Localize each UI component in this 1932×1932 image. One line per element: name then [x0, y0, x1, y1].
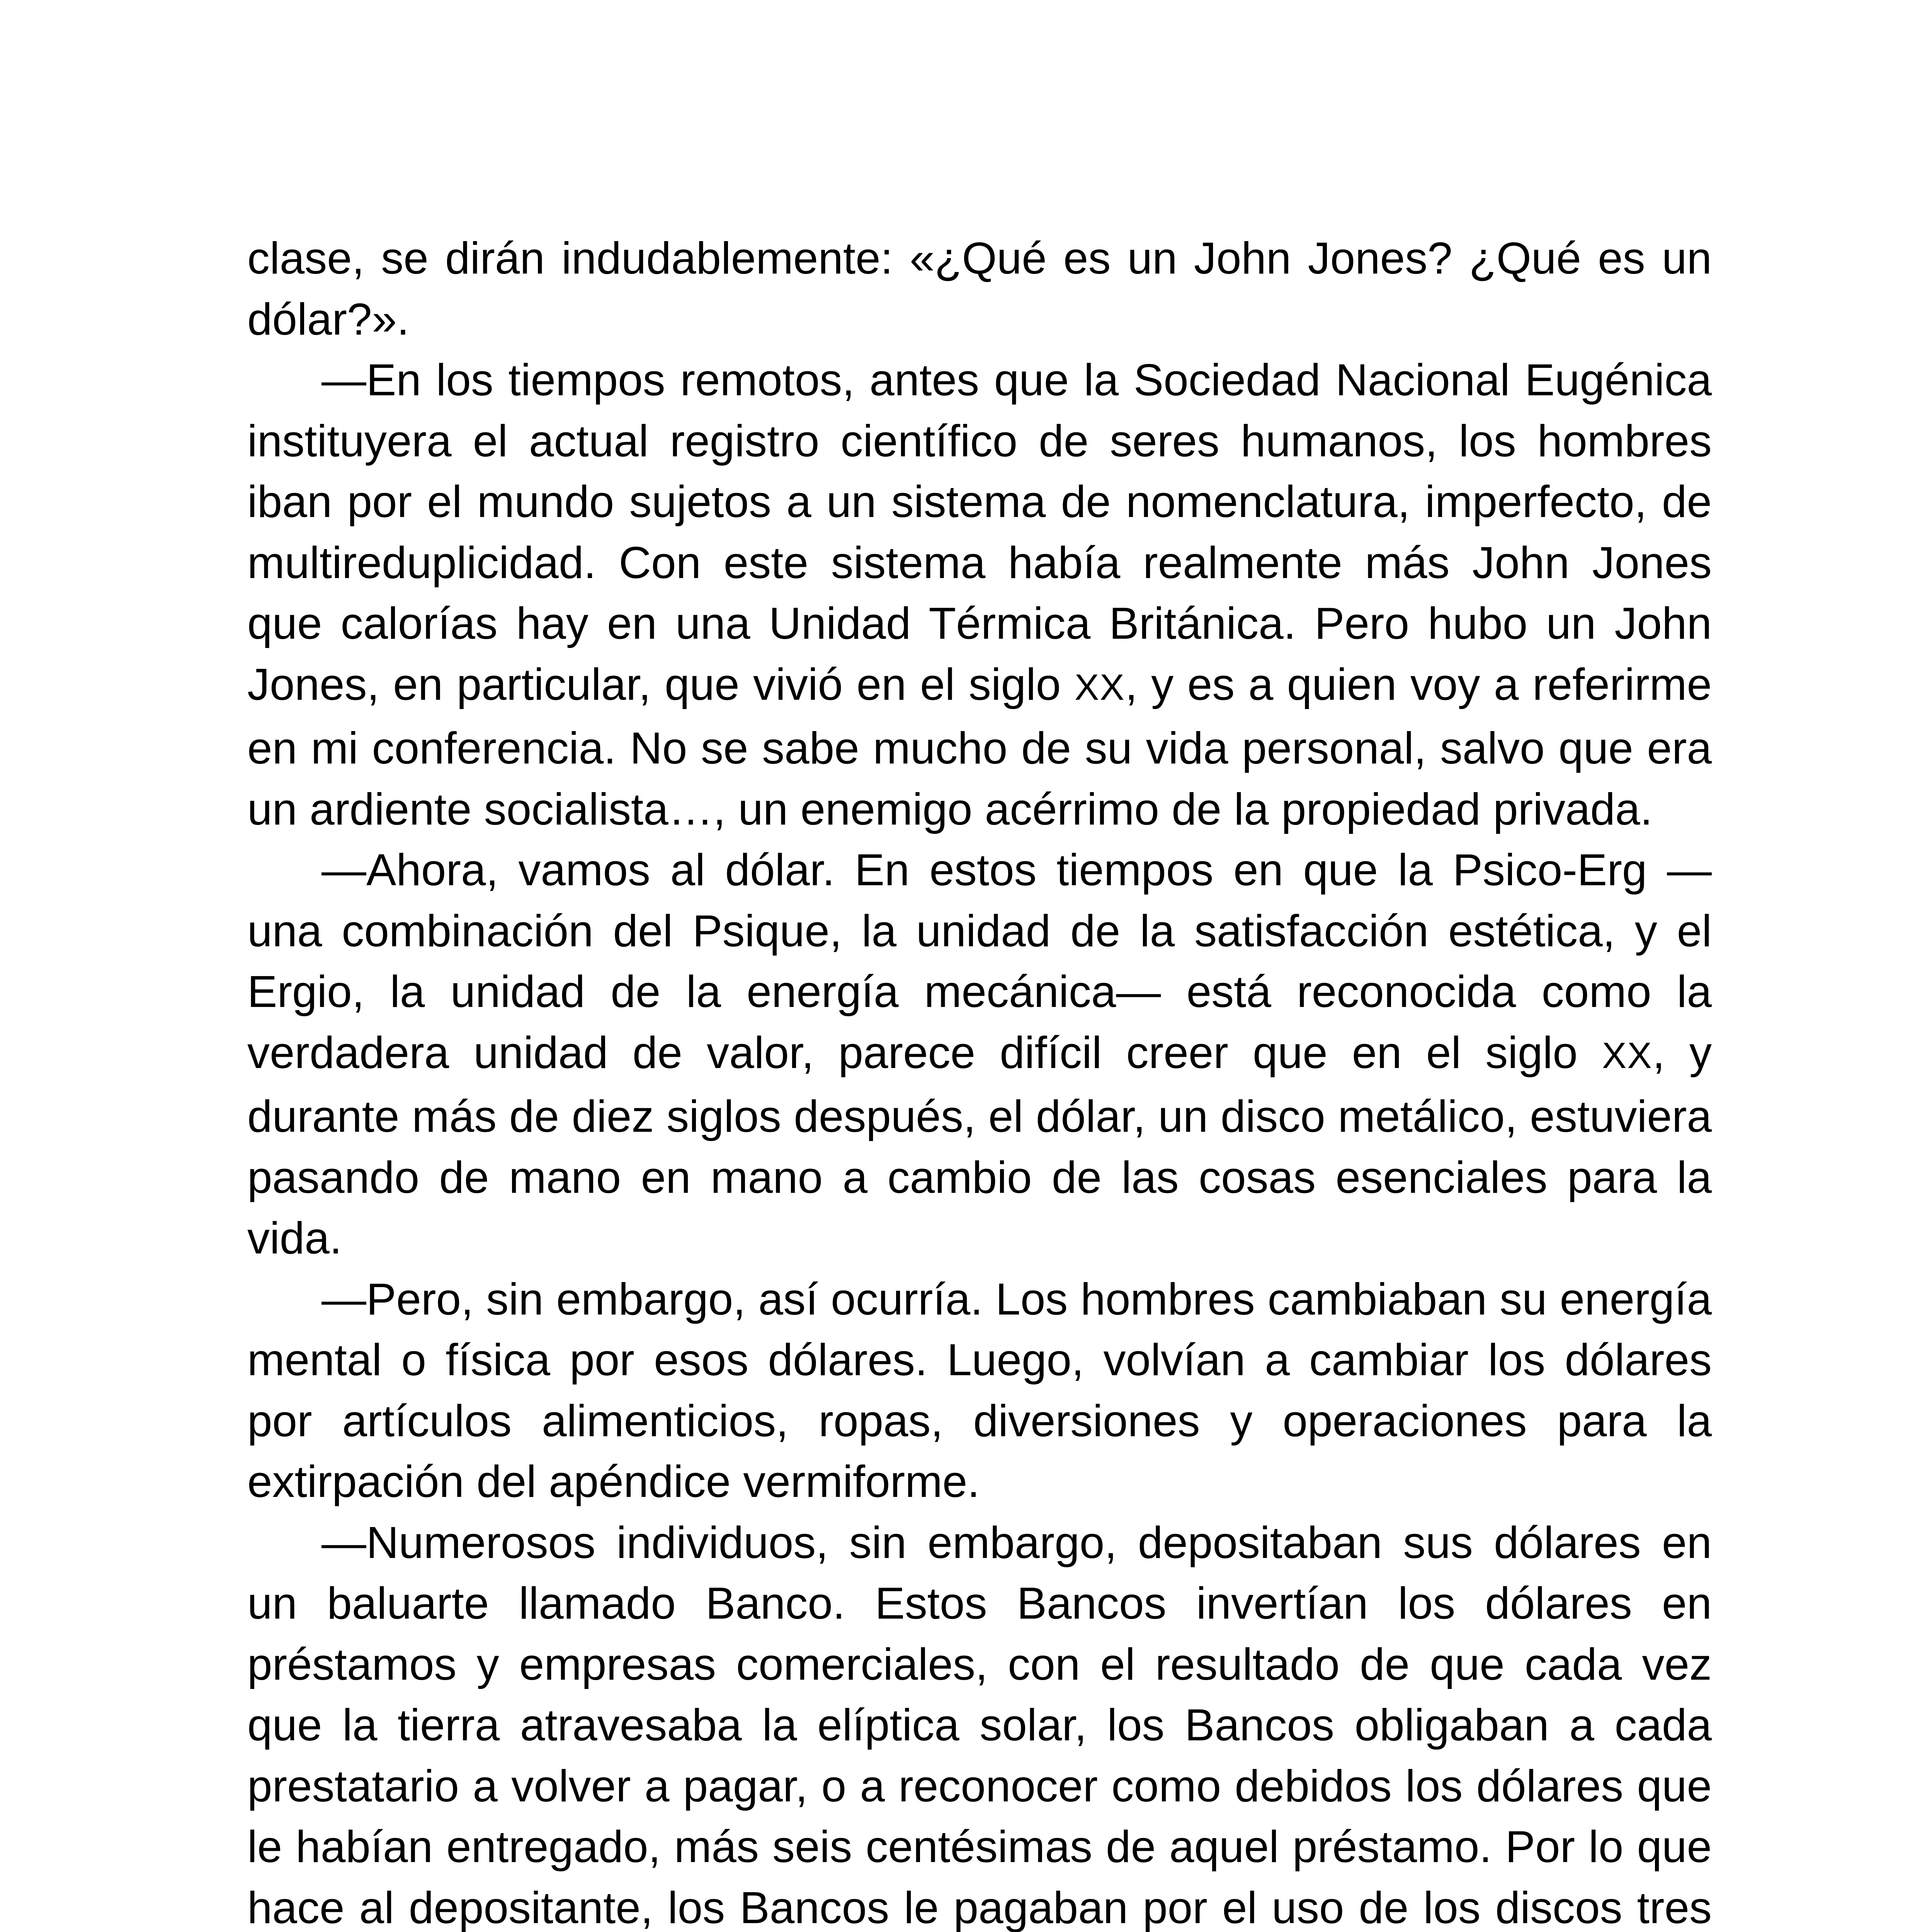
- page-body-text: [247, 228, 1712, 1932]
- paragraph-1: clase, se dirán indudablemente: «¿Qué es un John Jones? ¿Qué es un dólar?».: [247, 233, 1712, 344]
- paragraph-2-text-before: —En los tiempos remotos, antes que la Sociedad Nacional Eugénica instituyera el actual registro científico de seres humanos, los hombres iban por el mundo sujetos a un sistema de nomenclatura, imperfecto, de multireduplicidad. Con este sistema había realmente más John Jones que calorías hay en una Unidad Térmica Británica. Pero hubo un John Jones, en particular, que vivió en el siglo: [247, 355, 1712, 709]
- paragraph-3: [247, 840, 1712, 1269]
- century-numeral: XX: [1074, 667, 1125, 708]
- paragraph-5: —Numerosos individuos, sin embargo, depositaban sus dólares en un baluarte llamado Banco. Estos Bancos invertían los dólares en préstamos y empresas comerciales, con el resultado de que cada vez que la tierra atravesaba la elíptica solar, los Bancos obligaban a cada prestatario a volver a pagar, o a reconocer como debidos los dólares que le habían entregado, más seis centésimas de aquel préstamo. Por lo que hace al depositante, los Bancos le pagaban por el uso de los discos tres: [247, 1517, 1712, 1932]
- paragraph-3-text-after: , y durante más de diez siglos después, el dólar, un disco metálico, estuviera pasando de mano en mano a cambio de las cosas esenciales para la vida.: [247, 1027, 1712, 1263]
- paragraph-2: [247, 350, 1712, 840]
- century-numeral: XX: [1602, 1035, 1653, 1076]
- paragraph-3-text-before: —Ahora, vamos al dólar. En estos tiempos en que la Psico-Erg — una combinación del Psique, la unidad de la satisfacción estética, y el Ergio, la unidad de la energía mecánica— está reconocida como la verdadera unidad de valor, parece difícil creer que en el siglo: [247, 845, 1712, 1078]
- paragraph-2-text-after: , y es a quien voy a referirme en mi conferencia. No se sabe mucho de su vida personal, salvo que era un ardiente socialista…, un enemigo acérrimo de la propiedad privada.: [247, 659, 1712, 834]
- paragraph-4: —Pero, sin embargo, así ocurría. Los hombres cambiaban su energía mental o física por esos dólares. Luego, volvían a cambiar los dólares por artículos alimenticios, ropas, diversiones y operaciones para la extirpación del apéndice vermiforme.: [247, 1274, 1712, 1507]
